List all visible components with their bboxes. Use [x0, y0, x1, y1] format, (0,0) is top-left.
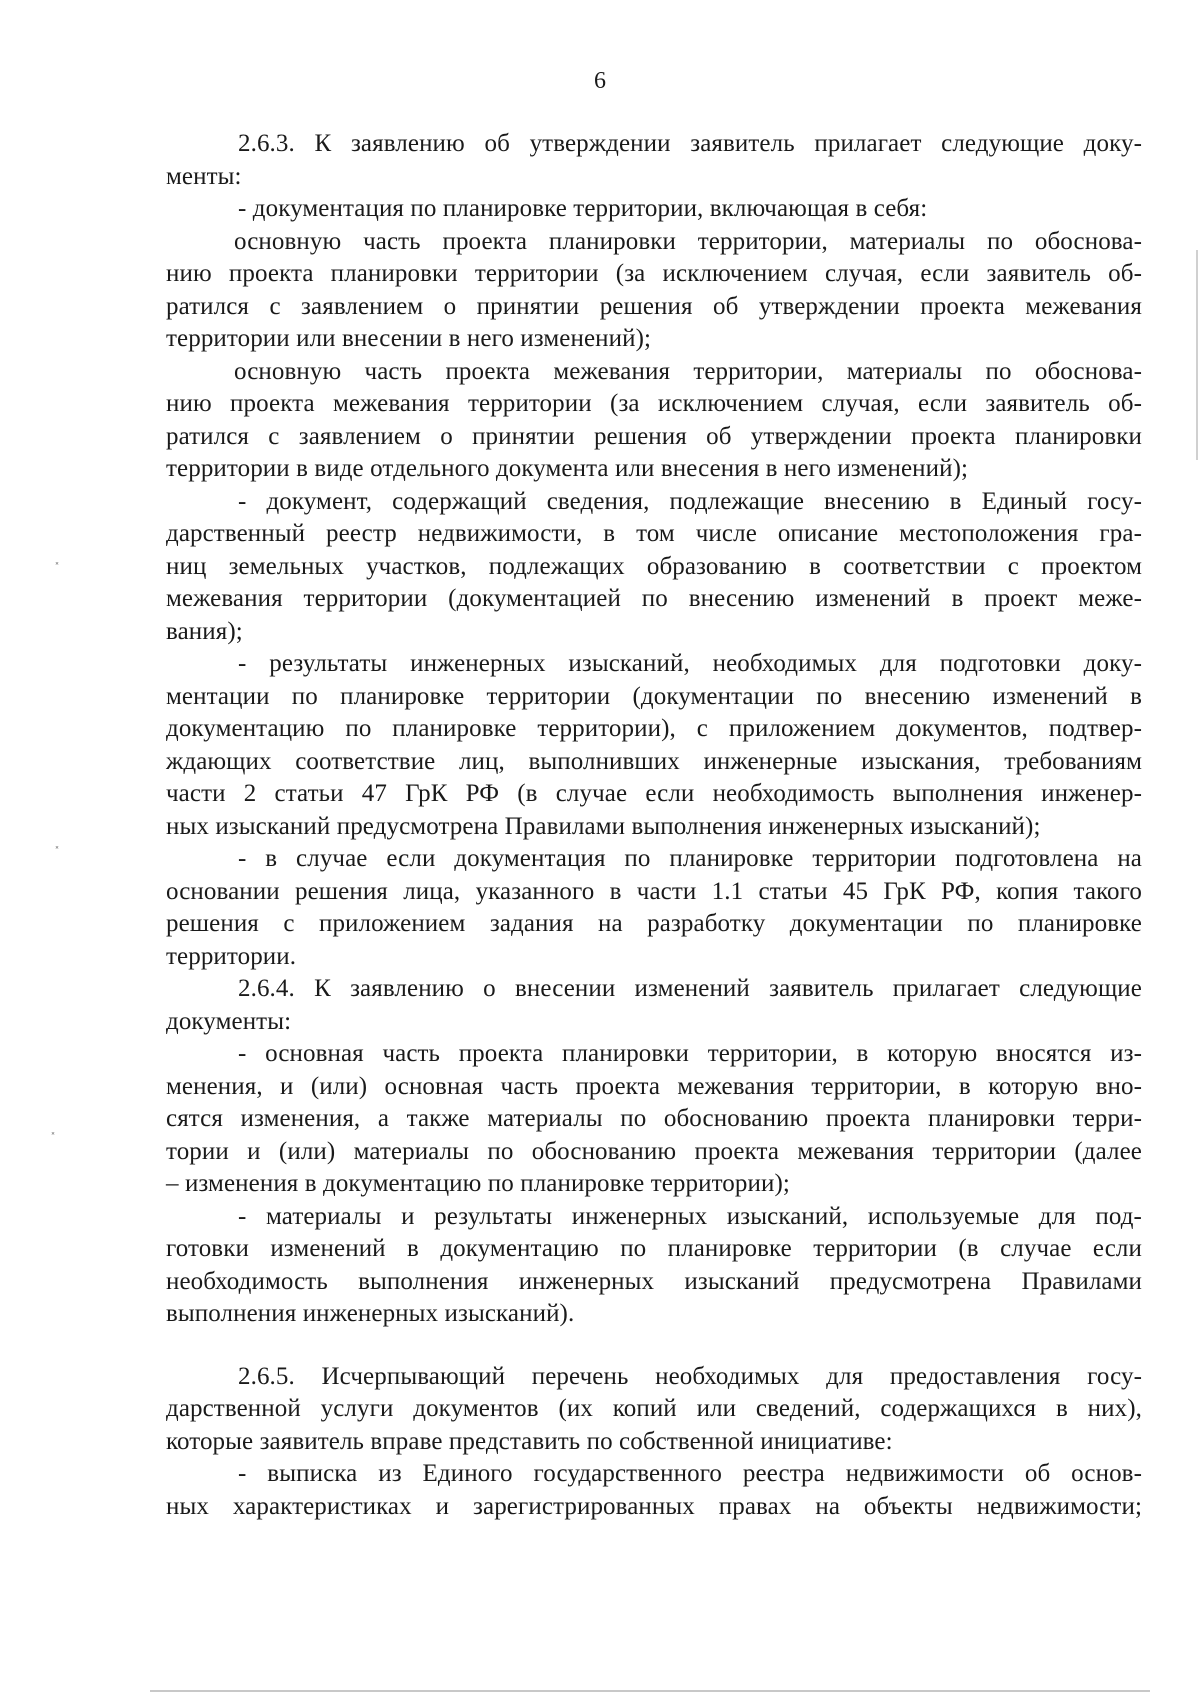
text-line: 2.6.3. К заявлению об утверждении заявитель прилагает следующие доку- [238, 130, 1142, 157]
text-line: вания); [166, 617, 243, 645]
text-line: - документ, содержащий сведения, подлежащие внесению в Единый госу- [238, 487, 1142, 515]
text-line: – изменения в документацию по планировке территории); [166, 1170, 790, 1197]
list-item-planning-documentation [166, 193, 1142, 226]
text-line: которые заявитель вправе представить по собственной инициативе: [166, 1427, 893, 1455]
sub-item-land-survey-project [166, 356, 1142, 486]
sub-item-planning-project [166, 226, 1142, 356]
text-line: выполнения инженерных изысканий). [166, 1300, 575, 1327]
paragraph-2-6-4 [166, 973, 1142, 1038]
text-line: сятся изменения, а также материалы по обоснованию проекта планировки терри- [166, 1105, 1142, 1132]
list-item-engineering-surveys [166, 648, 1142, 843]
text-line: ратился с заявлением о принятии решения об утверждении проекта планировки [166, 422, 1142, 450]
text-line: готовки изменений в документацию по планировке территории (в случае если [166, 1235, 1142, 1262]
scan-mark: ˟ [50, 1131, 56, 1145]
text-line: - основная часть проекта планировки территории, в которую вносятся из- [238, 1040, 1142, 1067]
list-item-survey-materials [166, 1201, 1142, 1331]
text-line: - документация по планировке территории, включающая в себя: [238, 195, 928, 222]
text-line: территории в виде отдельного документа или внесения в него изменений); [166, 455, 969, 482]
text-line: документы: [166, 1007, 292, 1035]
text-line: - материалы и результаты инженерных изысканий, используемые для под- [238, 1202, 1142, 1230]
list-item-decision-copy [166, 843, 1142, 973]
text-line: - результаты инженерных изысканий, необходимых для подготовки доку- [238, 650, 1142, 677]
paragraph-2-6-3 [166, 128, 1142, 193]
text-line: межевания территории (документацией по внесению изменений в проект меже- [166, 585, 1142, 612]
text-line: 2.6.4. К заявлению о внесении изменений заявитель прилагает следующие [238, 975, 1142, 1002]
text-line: 2.6.5. Исчерпывающий перечень необходимых для предоставления госу- [238, 1362, 1142, 1390]
text-line: менения, и (или) основная часть проекта межевания территории, в которую вно- [166, 1072, 1142, 1100]
text-line: дарственный реестр недвижимости, в том числе описание местоположения гра- [166, 520, 1142, 547]
text-line: менты: [166, 162, 242, 190]
text-line: необходимость выполнения инженерных изысканий предусмотрена Правилами [166, 1267, 1142, 1295]
text-line: дарственной услуги документов (их копий или сведений, содержащихся в них), [166, 1395, 1142, 1422]
list-item-register-document [166, 486, 1142, 649]
text-line: нию проекта межевания территории (за исключением случая, если заявитель об- [166, 390, 1142, 417]
list-item-main-part-changes [166, 1038, 1142, 1201]
text-line: - в случае если документация по планировке территории подготовлена на [238, 845, 1142, 872]
text-line: основную часть проекта межевания территории, материалы по обоснова- [234, 357, 1142, 385]
text-line: основании решения лица, указанного в части 1.1 статьи 45 ГрК РФ, копия такого [166, 877, 1142, 905]
text-line: решения с приложением задания на разработку документации по планировке [166, 910, 1142, 937]
document-body [166, 128, 1142, 1523]
text-line: ных характеристиках и зарегистрированных правах на объекты недвижимости; [166, 1492, 1142, 1520]
scan-edge-line [1196, 250, 1198, 460]
text-line: тории и (или) материалы по обоснованию проекта межевания территории (далее [166, 1137, 1142, 1165]
paragraph-2-6-5 [166, 1361, 1142, 1459]
scan-edge-line [150, 1690, 1150, 1692]
scan-mark: ˟ [54, 561, 60, 575]
page-number: 6 [594, 68, 606, 94]
text-line: ратился с заявлением о принятии решения об утверждении проекта межевания [166, 292, 1142, 320]
text-line: основную часть проекта планировки территории, материалы по обоснова- [234, 227, 1142, 255]
text-line: ниц земельных участков, подлежащих образованию в соответствии с проектом [166, 552, 1142, 580]
text-line: части 2 статьи 47 ГрК РФ (в случае если необходимость выполнения инженер- [166, 780, 1142, 807]
text-line: документацию по планировке территории), с приложением документов, подтвер- [166, 715, 1142, 742]
paragraph-gap [166, 1331, 1142, 1361]
text-line: ждающих соответствие лиц, выполнивших инженерные изыскания, требованиям [166, 747, 1142, 775]
text-line: - выписка из Единого государственного реестра недвижимости об основ- [238, 1460, 1142, 1487]
text-line: территории или внесении в него изменений); [166, 325, 652, 352]
text-line: территории. [166, 942, 297, 970]
text-line: нию проекта планировки территории (за исключением случая, если заявитель об- [166, 260, 1142, 287]
list-item-register-extract [166, 1458, 1142, 1523]
text-line: ментации по планировке территории (документации по внесению изменений в [166, 682, 1142, 710]
text-line: ных изысканий предусмотрена Правилами выполнения инженерных изысканий); [166, 812, 1041, 840]
scan-mark: ˟ [54, 845, 60, 859]
